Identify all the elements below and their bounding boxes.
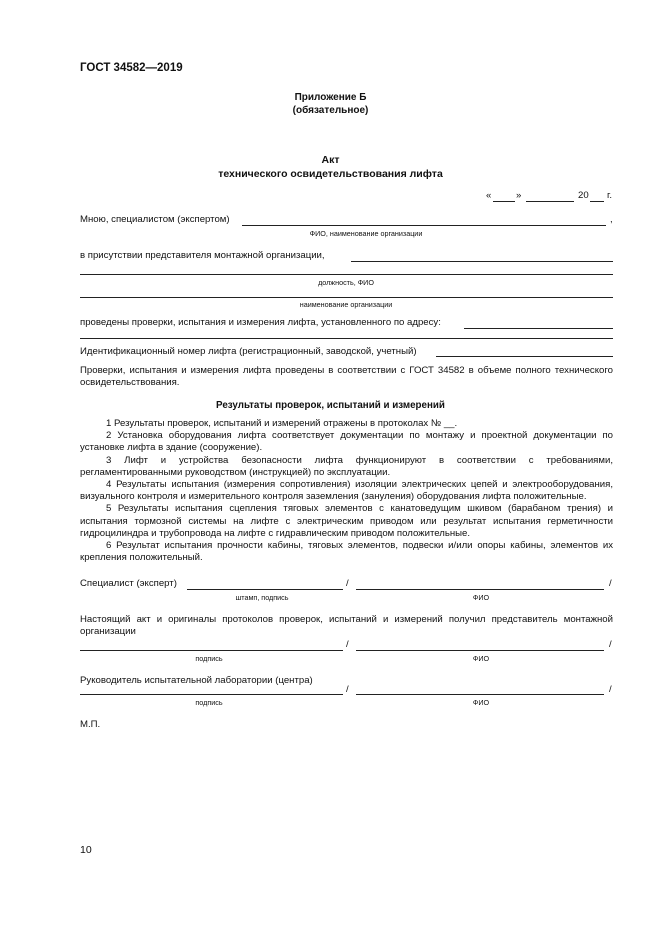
lab-head-slash-1: / bbox=[346, 684, 349, 695]
address-label: проведены проверки, испытания и измерения лифта, установленного по адресу: bbox=[80, 317, 441, 328]
specialist-fio-caption: ФИО bbox=[472, 593, 490, 602]
lift-id-field[interactable] bbox=[436, 356, 613, 357]
result-item-6: 6 Результат испытания прочности кабины, тяговых элементов, подвески и/или опоры кабины, элементов их крепления положительный. bbox=[80, 540, 613, 564]
lab-head-fio-caption: ФИО bbox=[472, 698, 490, 707]
presence-label: в присутствии представителя монтажной организации, bbox=[80, 250, 325, 261]
specialist-label: Специалист (эксперт) bbox=[80, 578, 177, 589]
result-item-4: 4 Результаты испытания (измерения сопротивления) изоляции электрических цепей и электрооборудования, визуального контроля и измерительного контроля заземления (зануления) оборудования лифта положительные. bbox=[80, 479, 613, 503]
date-year-field[interactable] bbox=[590, 201, 604, 202]
position-caption: должность, ФИО bbox=[318, 278, 374, 287]
appendix-title: Приложение Б bbox=[294, 92, 367, 103]
lab-head-fio-field[interactable] bbox=[356, 694, 604, 695]
organization-caption: наименование организации bbox=[299, 300, 393, 309]
date-open-quote: « bbox=[486, 190, 492, 201]
stamp-caption: штамп, подпись bbox=[235, 593, 289, 602]
address-field[interactable] bbox=[464, 328, 613, 329]
representative-fio-caption: ФИО bbox=[472, 654, 490, 663]
expert-comma: , bbox=[610, 214, 613, 225]
seal-mark: М.П. bbox=[80, 719, 101, 730]
date-year-prefix: 20 bbox=[578, 190, 589, 201]
date-month-field[interactable] bbox=[526, 201, 574, 202]
expert-label: Мною, специалистом (экспертом) bbox=[80, 214, 230, 225]
appendix-note: (обязательное) bbox=[292, 105, 369, 116]
lab-head-label: Руководитель испытательной лаборатории (центра) bbox=[80, 675, 313, 686]
lab-head-signature-caption: подпись bbox=[195, 698, 223, 707]
lab-head-signature-field[interactable] bbox=[80, 694, 343, 695]
presence-field[interactable] bbox=[351, 261, 613, 262]
lab-head-slash-2: / bbox=[609, 684, 612, 695]
representative-fio-field[interactable] bbox=[356, 650, 604, 651]
act-subtitle: технического освидетельствования лифта bbox=[218, 168, 443, 180]
representative-signature-field[interactable] bbox=[80, 650, 343, 651]
organization-field[interactable] bbox=[80, 297, 613, 298]
specialist-signature-field[interactable] bbox=[187, 589, 343, 590]
date-day-field[interactable] bbox=[493, 201, 515, 202]
results-title: Результаты проверок, испытаний и измерений bbox=[216, 400, 445, 411]
result-item-3: 3 Лифт и устройства безопасности лифта функционируют в соответствии с требованиями, регламентированными руководством (инструкцией) по эксплуатации. bbox=[80, 454, 613, 478]
lift-id-label: Идентификационный номер лифта (регистрационный, заводской, учетный) bbox=[80, 346, 417, 357]
standard-number: ГОСТ 34582—2019 bbox=[80, 62, 183, 74]
received-paragraph: Настоящий акт и оригиналы протоколов проверок, испытаний и измерений получил представитель монтажной организации bbox=[80, 614, 613, 638]
page-number: 10 bbox=[80, 844, 92, 856]
position-field[interactable] bbox=[80, 274, 613, 275]
date-close-quote: » bbox=[516, 190, 522, 201]
act-title: Акт bbox=[321, 154, 340, 166]
expert-caption: ФИО, наименование организации bbox=[309, 229, 423, 238]
intro-paragraph: Проверки, испытания и измерения лифта проведены в соответствии с ГОСТ 34582 в объеме полного технического освидетельствования. bbox=[80, 365, 613, 389]
results-list bbox=[80, 418, 613, 564]
result-item-5: 5 Результаты испытания сцепления тяговых элементов с канатоведущим шкивом (барабаном трения) и испытания тормозной системы на лифте с электрическим приводом или результат испытания герметичности гидроцилиндра и трубопровода на лифте с гидравлическим приводом положительные. bbox=[80, 503, 613, 539]
representative-slash-1: / bbox=[346, 639, 349, 650]
result-item-1: 1 Результаты проверок, испытаний и измерений отражены в протоколах № __. bbox=[106, 418, 458, 429]
representative-slash-2: / bbox=[609, 639, 612, 650]
address-field-continued[interactable] bbox=[80, 338, 613, 339]
specialist-slash-2: / bbox=[609, 578, 612, 589]
specialist-fio-field[interactable] bbox=[356, 589, 604, 590]
date-year-suffix: г. bbox=[607, 190, 612, 201]
result-item-2: 2 Установка оборудования лифта соответствует документации по монтажу и проектной документации по установке лифта в здание (сооружение). bbox=[80, 430, 613, 454]
representative-signature-caption: подпись bbox=[195, 654, 223, 663]
expert-field[interactable] bbox=[242, 225, 606, 226]
specialist-slash-1: / bbox=[346, 578, 349, 589]
